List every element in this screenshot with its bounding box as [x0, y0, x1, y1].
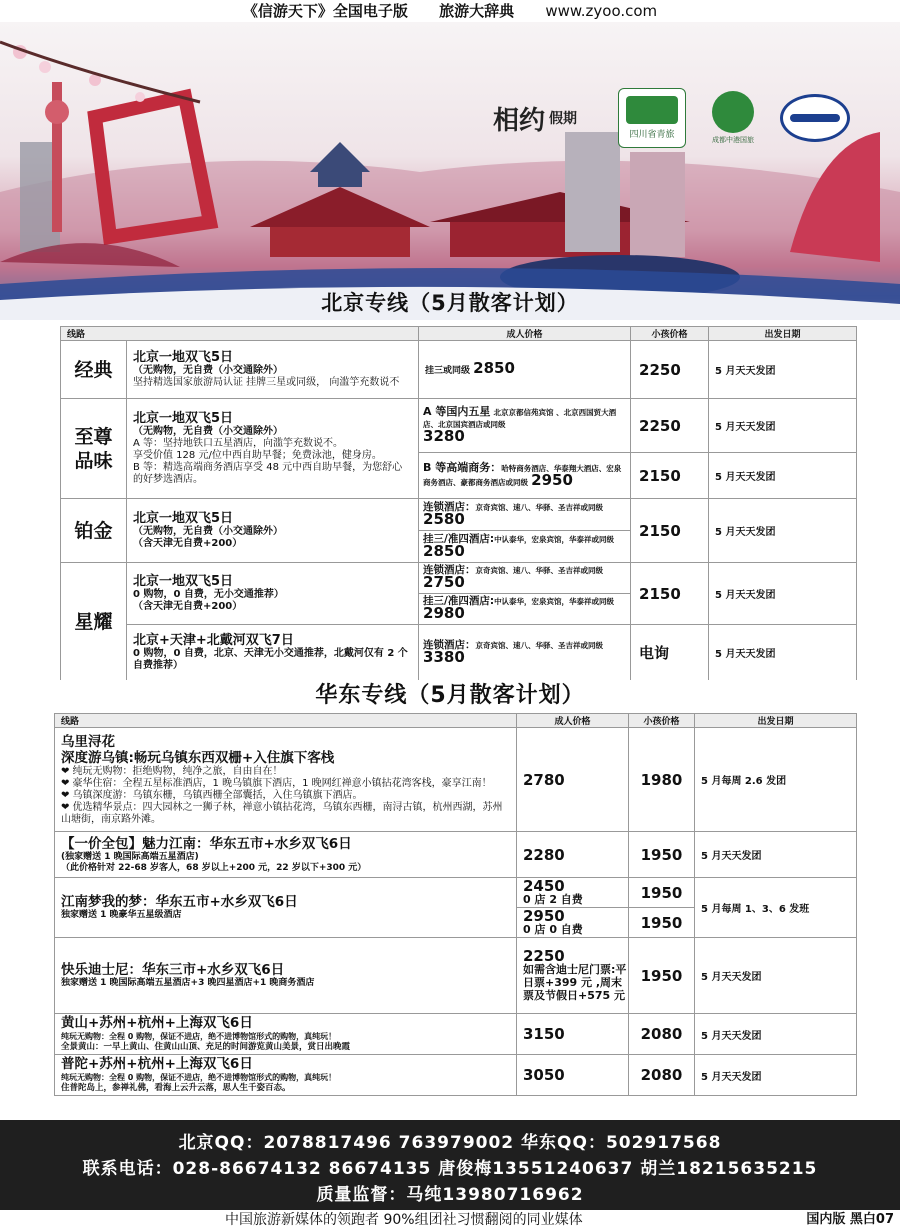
adult-price: 2950 [531, 471, 573, 489]
masthead [0, 0, 900, 22]
child-price: 1950 [629, 832, 695, 878]
edition-label: 国内版 黑白07 [806, 1212, 894, 1227]
route-note: 独家赠送 1 晚豪华五星级酒店 [61, 910, 182, 920]
col-adult-price: 成人价格 [517, 714, 629, 728]
category-supreme: 至尊 [74, 425, 113, 448]
departure-date: 5 月天天发团 [709, 499, 857, 563]
route-subtitle: （无购物，无自费（小交通除外） [133, 425, 283, 437]
adult-price: 2580 [423, 509, 465, 528]
publication-name: 《信游天下》全国电子版 [242, 2, 408, 20]
route-note: （含天津无自费+200） [133, 600, 243, 612]
departure-date: 5 月每周 2.6 发团 [695, 728, 857, 832]
adult-price: 2250 [523, 946, 565, 965]
category-classic: 经典 [61, 341, 127, 399]
child-price: 2250 [631, 399, 709, 453]
hotel-list: 哈特商务酒店、华泰翔大酒店、宏泉商务酒店、豪都商务酒店或同级 [423, 464, 622, 487]
route-subtitle: 0 购物，0 自费，北京、天津无小交通推荐，北戴河仅有 2 个自费推荐） [133, 647, 408, 671]
child-price: 2150 [631, 499, 709, 563]
qq-contacts: 北京QQ：2078817496 763979002 华东QQ：502917568 [178, 1133, 722, 1153]
feature-item: ❤ 乌镇深度游：乌镇东栅，乌镇西栅全部囊括，入住乌镇旗下酒店。 [61, 789, 363, 801]
route-note: 住普陀岛上，参禅礼佛，看海上云升云落，思人生千姿百态。 [61, 1083, 291, 1093]
hotel-level: 挂三/准四酒店: [423, 532, 495, 545]
adult-price: 3050 [517, 1055, 629, 1096]
col-child-price: 小孩价格 [629, 714, 695, 728]
category-supreme-2: 品味 [74, 449, 113, 472]
route-title: 江南梦我的梦：华东五市+水乡双飞6日 [61, 894, 298, 910]
feature-item: ❤ 优选精华景点：四大园林之一狮子林，禅意小镇拈花湾，乌镇东西栅，南浔古镇，杭州西湖，苏州山塘街，南京路外滩。 [61, 801, 503, 825]
adult-price: 3150 [517, 1014, 629, 1055]
beijing-price-table [60, 326, 857, 681]
route-note: 独家赠送 1 晚国际高端五星酒店+3 晚四星酒店+1 晚商务酒店 [61, 978, 315, 988]
dictionary-label: 旅游大辞典 [439, 2, 515, 20]
route-desc-a: A 等：坚持地铁口五星酒店，向滥竽充数说不。 [133, 437, 344, 449]
beijing-landmarks-illustration [0, 22, 900, 320]
route-note: (独家赠送 1 晚国际高端五星酒店) [61, 851, 199, 862]
departure-date: 5 月每周 1、3、6 发班 [695, 878, 857, 938]
media-slogan: 中国旅游新媒体的领跑者 90%组团社习惯翻阅的同业媒体 [225, 1212, 583, 1228]
hotel-list: 京奇宾馆、速八、华驿、圣吉祥或同级 [475, 640, 604, 650]
adult-price: 2780 [517, 728, 629, 832]
table-row [55, 728, 857, 832]
child-price: 1950 [629, 938, 695, 1014]
table-row [55, 938, 857, 1014]
xiangyue-holiday-logo: 相约 假期 [492, 105, 577, 136]
table-row [55, 1014, 857, 1055]
table-row [55, 832, 857, 878]
bottom-strip [0, 1210, 900, 1230]
adult-price: 2850 [423, 541, 465, 560]
agency-emblem-icon [780, 94, 850, 142]
route-title: 北京一地双飞5日 [133, 349, 234, 365]
chengdu-cits-label: 成都中港国旅 [712, 136, 754, 144]
adult-price: 3380 [423, 647, 465, 666]
adult-price: 2980 [423, 604, 465, 622]
sichuan-cyts-label: 四川省青旅 [629, 130, 675, 140]
table-row [61, 341, 857, 399]
departure-date: 5 月天天发团 [695, 938, 857, 1014]
phone-contacts: 联系电话：028-86674132 86674135 唐俊梅13551240637 胡兰18215635215 [82, 1159, 818, 1179]
route-subtitle: （无购物，无自费（小交通除外） [133, 525, 283, 537]
feature-item: ❤ 豪华住宿：全程五星标准酒店，1 晚乌镇旗下酒店，1 晚网红禅意小镇拈花湾客栈，豪享江南！ [61, 777, 492, 789]
adult-price: 2950 [523, 906, 565, 925]
route-title: 乌里浔花 [61, 733, 115, 750]
departure-date: 5 月天天发团 [695, 1055, 857, 1096]
hotel-level: 挂三/准四酒店: [423, 595, 495, 607]
route-title: 北京+天津+北戴河双飞7日 [133, 632, 294, 648]
hotel-list: 北京京都信苑宾馆 、北京西国贸大酒店、北京国宾酒店或同级 [423, 408, 617, 429]
child-price: 2150 [631, 453, 709, 499]
contact-footer [0, 1120, 900, 1210]
child-price: 1950 [629, 878, 695, 908]
col-child-price: 小孩价格 [631, 327, 709, 341]
col-route: 线路 [55, 714, 517, 728]
table-row [61, 499, 857, 531]
route-note: （此价格针对 22-68 岁客人，68 岁以上+200 元，22 岁以下+300 元） [61, 862, 367, 873]
table-header-row [55, 714, 857, 728]
hotel-level: B 等高端商务： [423, 461, 502, 474]
hotel-list: 中认泰华，宏泉宾馆，华泰祥或同级 [494, 597, 615, 606]
price-note: 0 店 2 自费 [523, 892, 583, 906]
table-row [55, 878, 857, 908]
beijing-section-title: 北京专线（5月散客计划） [321, 291, 579, 315]
child-price: 电询 [631, 625, 709, 681]
quality-supervision: 质量监督：马纯13980716962 [316, 1185, 584, 1205]
route-note: 纯玩无购物：全程 0 购物，保证不进店，绝不进博物馆形式的购物，真纯玩！ [61, 1032, 337, 1041]
table-header-row [61, 327, 857, 341]
website-link[interactable]: www.zyoo.com [545, 2, 658, 20]
route-title: 快乐迪士尼：华东三市+水乡双飞6日 [61, 962, 285, 978]
child-price: 2080 [629, 1014, 695, 1055]
price-note: 0 店 0 自费 [523, 922, 583, 936]
feature-item: ❤ 纯玩无购物：拒绝购物，纯净之旅，自由自在！ [61, 765, 283, 777]
sichuan-cyts-logo [618, 88, 686, 148]
col-departure-date: 出发日期 [709, 327, 857, 341]
route-subtitle: 深度游乌镇:畅玩乌镇东西双栅+入住旗下客栈 [61, 749, 335, 766]
route-desc-b: B 等：精选高端商务酒店享受 48 元中西自助早餐，为您舒心的好梦选酒店。 [133, 461, 403, 485]
route-title: 普陀+苏州+杭州+上海双飞6日 [61, 1056, 253, 1072]
huadong-section-title: 华东专线（5月散客计划） [0, 680, 900, 712]
adult-price: 3280 [423, 427, 465, 445]
departure-date: 5 月天天发团 [709, 453, 857, 499]
category-star: 星耀 [61, 563, 127, 681]
route-note: 纯玩无购物：全程 0 购物，保证不进店，绝不进博物馆形式的购物，真纯玩！ [61, 1073, 337, 1082]
departure-date: 5 月天天发团 [695, 832, 857, 878]
child-price: 2150 [631, 563, 709, 625]
adult-price: 2280 [517, 832, 629, 878]
category-platinum: 铂金 [61, 499, 127, 563]
hotel-level: 连锁酒店： [423, 500, 476, 513]
route-desc-a2: 享受价值 128 元/位中西自助早餐；免费泳池，健身房。 [133, 449, 382, 461]
route-note: （含天津无自费+200） [133, 537, 243, 549]
col-departure-date: 出发日期 [695, 714, 857, 728]
hotel-level: A 等国内五星 [423, 405, 491, 418]
col-route: 线路 [61, 327, 419, 341]
chengdu-cits-logo [700, 88, 766, 148]
table-row [61, 563, 857, 594]
route-title: 北京一地双飞5日 [133, 410, 234, 426]
child-price: 2250 [631, 341, 709, 399]
table-row [61, 625, 857, 681]
adult-price: 2850 [473, 358, 515, 377]
route-title: 北京一地双飞5日 [133, 573, 234, 589]
route-title: 黄山+苏州+杭州+上海双飞6日 [61, 1015, 253, 1031]
beijing-banner [0, 22, 900, 320]
table-row [61, 399, 857, 453]
child-price: 1950 [629, 908, 695, 938]
hotel-level: 连锁酒店： [423, 564, 476, 576]
departure-date: 5 月天天发团 [709, 399, 857, 453]
departure-date: 5 月天天发团 [709, 625, 857, 681]
adult-price: 2450 [523, 876, 565, 895]
route-note: 全景黄山：一早上黄山、住黄山山顶、充足的时间游览黄山美景，赏日出晚霞 [61, 1042, 351, 1052]
hotel-level: 挂三或同级 [425, 365, 471, 376]
col-adult-price: 成人价格 [419, 327, 631, 341]
route-title: 北京一地双飞5日 [133, 510, 234, 526]
hotel-list: 京奇宾馆、速八、华驿、圣吉祥或同级 [475, 502, 604, 512]
child-price: 2080 [629, 1055, 695, 1096]
route-desc: 坚持精选国家旅游局认证 挂牌三星或同级， 向滥竽充数说不 [133, 376, 400, 388]
departure-date: 5 月天天发团 [709, 341, 857, 399]
departure-date: 5 月天天发团 [695, 1014, 857, 1055]
huadong-price-table [54, 713, 857, 1096]
cits-globe-icon [712, 91, 754, 133]
cyts-emblem-icon [626, 96, 678, 124]
hotel-list: 京奇宾馆、速八、华驿、圣吉祥或同级 [475, 566, 604, 575]
table-row [55, 1055, 857, 1096]
departure-date: 5 月天天发团 [709, 563, 857, 625]
hotel-list: 中认泰华，宏泉宾馆，华泰祥或同级 [494, 534, 615, 544]
disney-ticket-note: 如需含迪士尼门票:平日票+399 元 ,周末票及节假日+575 元 [523, 962, 627, 1002]
child-price: 1980 [629, 728, 695, 832]
adult-price: 2750 [423, 573, 465, 591]
hotel-level: 连锁酒店： [423, 638, 476, 651]
route-subtitle: 0 购物，0 自费，无小交通推荐） [133, 588, 284, 600]
travel-agency-logo [775, 88, 855, 148]
route-title: 【一价全包】魅力江南：华东五市+水乡双飞6日 [61, 835, 352, 852]
route-subtitle: （无购物，无自费（小交通除外） [133, 364, 283, 376]
